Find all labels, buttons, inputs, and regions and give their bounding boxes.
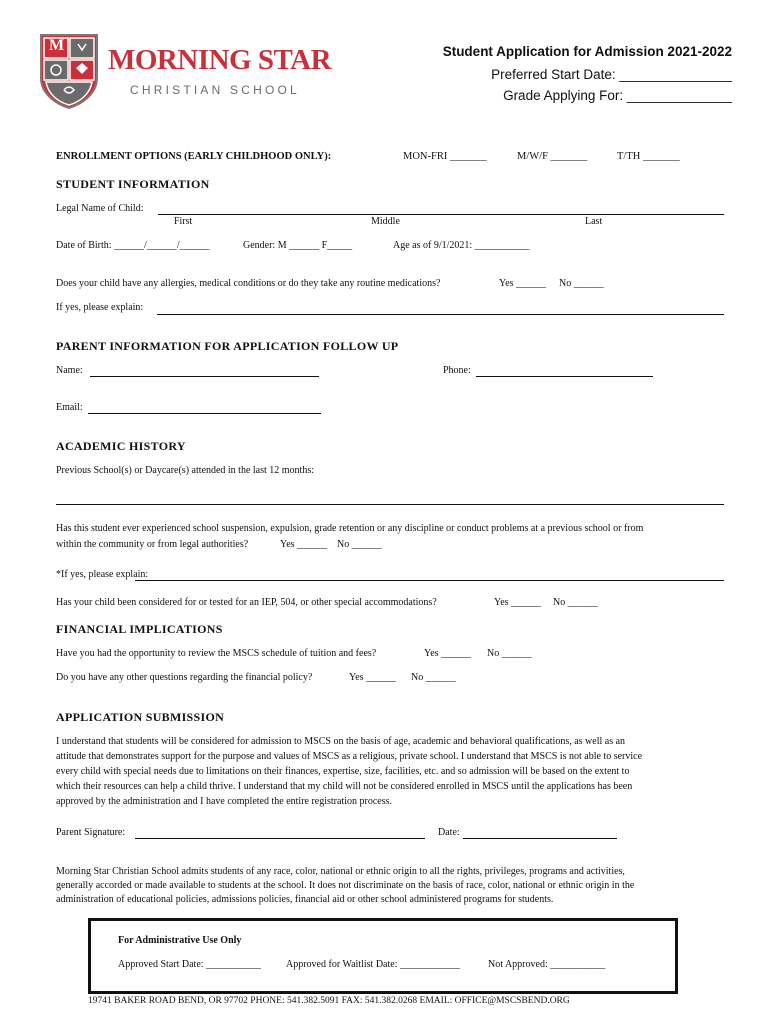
school-crest-icon — [38, 32, 100, 110]
footer-contact: 19741 BAKER ROAD BEND, OR 97702 PHONE: 541.382.5091 FAX: 541.382.0268 EMAIL: OFFICE@MSCSBEND.ORG — [88, 996, 570, 1006]
allergies-yes-field[interactable]: Yes ______ — [499, 278, 547, 289]
parent-signature-label: Parent Signature: — [56, 827, 126, 838]
gender-field[interactable]: Gender: M ______ F_____ — [243, 240, 353, 251]
signature-date-label: Date: — [438, 827, 460, 838]
parent-info-heading: PARENT INFORMATION FOR APPLICATION FOLLOW UP — [56, 339, 399, 353]
not-approved-field[interactable]: Not Approved: ___________ — [488, 959, 606, 970]
financial-questions-yes-field[interactable]: Yes ______ — [349, 672, 397, 683]
parent-email-label: Email: — [56, 402, 83, 413]
tuition-review-yes-field[interactable]: Yes ______ — [424, 648, 472, 659]
student-info-heading: STUDENT INFORMATION — [56, 177, 210, 191]
school-logo — [38, 32, 332, 112]
approved-start-date-field[interactable]: Approved Start Date: ___________ — [118, 959, 262, 970]
allergies-question: Does your child have any allergies, medical conditions or do they take any routine medications? — [56, 278, 441, 289]
suspension-yes-field[interactable]: Yes ______ — [280, 539, 328, 550]
signature-date-field[interactable] — [463, 838, 617, 839]
suspension-question-line1: Has this student ever experienced school suspension, expulsion, grade retention or any discipline or conduct problems at a previous school or from — [56, 523, 644, 534]
parent-name-label: Name: — [56, 365, 83, 376]
waitlist-date-field[interactable]: Approved for Waitlist Date: ____________ — [286, 959, 460, 970]
financial-questions-no-field[interactable]: No ______ — [411, 672, 456, 683]
nondiscrimination-line1: Morning Star Christian School admits students of any race, color, national or ethnic origin to all the rights, privileges, programs and activities, — [56, 866, 625, 877]
nondiscrimination-line2: generally accorded or made available to students at the school. It does not discriminate on the basis of race, color, national or ethnic origin in the — [56, 880, 635, 891]
nondiscrimination-line3: administration of educational policies, admissions policies, financial aid or other school administered programs for students. — [56, 894, 554, 905]
admin-use-box — [88, 918, 678, 994]
iep-yes-field[interactable]: Yes ______ — [494, 597, 542, 608]
enrollment-tth-field[interactable]: T/TH _______ — [617, 151, 680, 162]
suspension-no-field[interactable]: No ______ — [337, 539, 382, 550]
enrollment-mwf-field[interactable]: M/W/F _______ — [517, 151, 588, 162]
iep-question: Has your child been considered for or tested for an IEP, 504, or other special accommodations? — [56, 597, 437, 608]
allergies-explain-field[interactable] — [157, 314, 724, 315]
parent-email-field[interactable] — [88, 413, 321, 414]
age-field[interactable]: Age as of 9/1/2021: ___________ — [393, 240, 530, 251]
previous-schools-label: Previous School(s) or Daycare(s) attended in the last 12 months: — [56, 465, 314, 476]
academic-history-heading: ACADEMIC HISTORY — [56, 439, 186, 453]
preferred-start-date-field[interactable]: Preferred Start Date: _______________ — [491, 67, 732, 82]
suspension-explain-field[interactable] — [135, 580, 724, 581]
submission-statement-line4: which their resources can help a child thrive. I understand that my child will not be considered enrolled in MSCS until the applications has been — [56, 781, 633, 792]
grade-applying-field[interactable]: Grade Applying For: ______________ — [503, 88, 732, 103]
submission-statement-line3: every child with special needs due to limitations on their finances, expertise, size, facilities, etc. and so admission will be based on the extent to — [56, 766, 630, 777]
admin-heading: For Administrative Use Only — [118, 935, 242, 946]
submission-statement-line5: approved by the administration and I have completed the entire registration process. — [56, 796, 393, 807]
previous-schools-field[interactable] — [56, 504, 724, 505]
legal-name-label: Legal Name of Child: — [56, 203, 144, 214]
parent-signature-field[interactable] — [135, 838, 425, 839]
parent-phone-label: Phone: — [443, 365, 471, 376]
school-subtitle: CHRISTIAN SCHOOL — [130, 83, 300, 97]
allergies-explain-label: If yes, please explain: — [56, 302, 144, 313]
tuition-review-question: Have you had the opportunity to review the MSCS schedule of tuition and fees? — [56, 648, 377, 659]
suspension-question-line2: within the community or from legal authorities? — [56, 539, 249, 550]
tuition-review-no-field[interactable]: No ______ — [487, 648, 532, 659]
submission-heading: APPLICATION SUBMISSION — [56, 710, 225, 724]
submission-statement-line2: attitude that demonstrates support for the purpose and values of MSCS as a religious, private school. I understand that MSCS is not able to service — [56, 751, 643, 762]
first-name-caption: First — [174, 216, 193, 227]
suspension-explain-label: *If yes, please explain: — [56, 569, 149, 580]
parent-name-field[interactable] — [90, 376, 319, 377]
enrollment-mon-fri-field[interactable]: MON-FRI _______ — [403, 151, 487, 162]
financial-heading: FINANCIAL IMPLICATIONS — [56, 622, 223, 636]
parent-phone-field[interactable] — [476, 376, 653, 377]
enrollment-options-label: ENROLLMENT OPTIONS (EARLY CHILDHOOD ONLY): — [56, 151, 332, 162]
submission-statement-line1: I understand that students will be considered for admission to MSCS on the basis of age, academic and behavioral qualifications, as well as an — [56, 736, 626, 747]
middle-name-caption: Middle — [371, 216, 400, 227]
financial-questions-question: Do you have any other questions regarding the financial policy? — [56, 672, 313, 683]
iep-no-field[interactable]: No ______ — [553, 597, 598, 608]
crest-letter: M — [49, 37, 65, 54]
dob-field[interactable]: Date of Birth: ______/______/______ — [56, 240, 210, 251]
legal-name-field[interactable] — [158, 214, 724, 215]
allergies-no-field[interactable]: No ______ — [559, 278, 604, 289]
school-name: MORNING STAR — [108, 44, 332, 76]
last-name-caption: Last — [585, 216, 603, 227]
form-title: Student Application for Admission 2021-2022 — [442, 44, 732, 59]
